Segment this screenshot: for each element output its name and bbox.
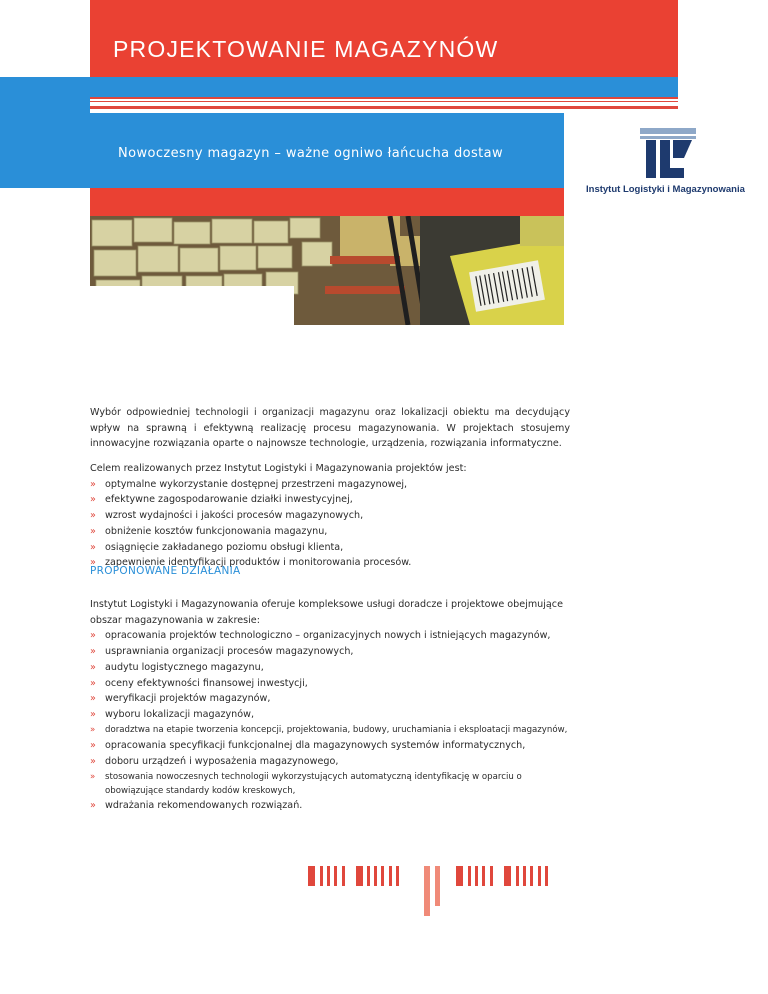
page-subtitle: Nowoczesny magazyn – ważne ogniwo łańcucha dostaw — [118, 146, 504, 161]
list-item: » obniżenie kosztów funkcjonowania magazynu, — [90, 524, 570, 540]
bullet-icon: » — [90, 740, 96, 752]
bullet-icon: » — [90, 661, 96, 673]
bullet-icon: » — [90, 557, 96, 569]
actions-list — [90, 628, 570, 813]
goals-section — [90, 461, 570, 571]
list-item: » opracowania specyfikacji funkcjonalnej dla magazynowych systemów informatycznych, — [90, 738, 570, 754]
list-item: » audytu logistycznego magazynu, — [90, 660, 570, 676]
list-item: » stosowania nowoczesnych technologii wykorzystujących automatyczną identyfikację w oparciu o obowiązujące standardy kodów kreskowych, — [90, 771, 522, 796]
list-item: » zapewnienie identyfikacji produktów i monitorowania procesów. — [90, 555, 570, 571]
list-item: » opracowania projektów technologiczno – organizacyjnych nowych i istniejących magazynów, — [90, 628, 570, 644]
bullet-icon: » — [90, 478, 96, 490]
list-item: » wdrażania rekomendowanych rozwiązań. — [90, 798, 570, 814]
barcode-decoration-icon — [308, 866, 566, 916]
header-stripe — [90, 106, 678, 109]
goals-list — [90, 477, 570, 571]
bullet-icon: » — [90, 799, 96, 811]
list-item: » optymalne wykorzystanie dostępnej przestrzeni magazynowej, — [90, 477, 570, 493]
list-item: » wzrost wydajności i jakości procesów magazynowych, — [90, 508, 570, 524]
bullet-icon: » — [90, 510, 96, 522]
ilim-logo-icon — [640, 128, 696, 180]
intro-paragraph: Wybór odpowiedniej technologii i organizacji magazynu oraz lokalizacji obiektu ma decydujący wpływ na sprawną i efektywną realizację procesu magazynowania. W projektach stosujemy innowacyjne rozwiązania oparte o najnowsze technologie, urządzenia, rozwiązania informatyczne. — [90, 407, 570, 450]
actions-section — [90, 597, 570, 813]
bullet-icon: » — [90, 494, 96, 506]
logo-caption: Instytut Logistyki i Magazynowania — [586, 184, 745, 195]
bullet-icon: » — [90, 756, 96, 768]
section-heading: PROPONOWANE DZIAŁANIA — [90, 565, 241, 577]
bullet-icon: » — [90, 708, 96, 720]
bullet-icon: » — [90, 646, 96, 658]
bullet-icon: » — [90, 724, 96, 735]
bullet-icon: » — [90, 630, 96, 642]
page-title: PROJEKTOWANIE MAGAZYNÓW — [113, 36, 499, 62]
list-item: » weryfikacji projektów magazynów, — [90, 691, 570, 707]
list-item: » usprawniania organizacji procesów magazynowych, — [90, 644, 570, 660]
header-stripe — [90, 101, 678, 102]
bullet-icon: » — [90, 525, 96, 537]
intro-section — [90, 405, 570, 452]
bullet-icon: » — [90, 771, 96, 782]
actions-lead: Instytut Logistyki i Magazynowania oferuje kompleksowe usługi doradcze i projektowe obejmujące obszar magazynowania w zakresie: — [90, 599, 563, 626]
header-blue-band — [90, 77, 678, 97]
list-item: » doradztwa na etapie tworzenia koncepcji, projektowania, budowy, uruchamiania i eksploatacji magazynów, — [90, 723, 570, 739]
header-blue-side — [0, 77, 90, 188]
bullet-icon: » — [90, 677, 96, 689]
header-stripe — [90, 97, 678, 99]
bullet-icon: » — [90, 541, 96, 553]
goals-lead: Celem realizowanych przez Instytut Logistyki i Magazynowania projektów jest: — [90, 463, 467, 474]
bullet-icon: » — [90, 693, 96, 705]
list-item: » oceny efektywności finansowej inwestycji, — [90, 676, 570, 692]
list-item: » osiągnięcie zakładanego poziomu obsługi klienta, — [90, 540, 570, 556]
photo-top-band — [90, 188, 564, 216]
list-item: » doboru urządzeń i wyposażenia magazynowego, — [90, 754, 570, 770]
photo-cutout — [90, 286, 294, 326]
list-item: » efektywne zagospodarowanie działki inwestycyjnej, — [90, 492, 570, 508]
list-item: » wyboru lokalizacji magazynów, — [90, 707, 570, 723]
